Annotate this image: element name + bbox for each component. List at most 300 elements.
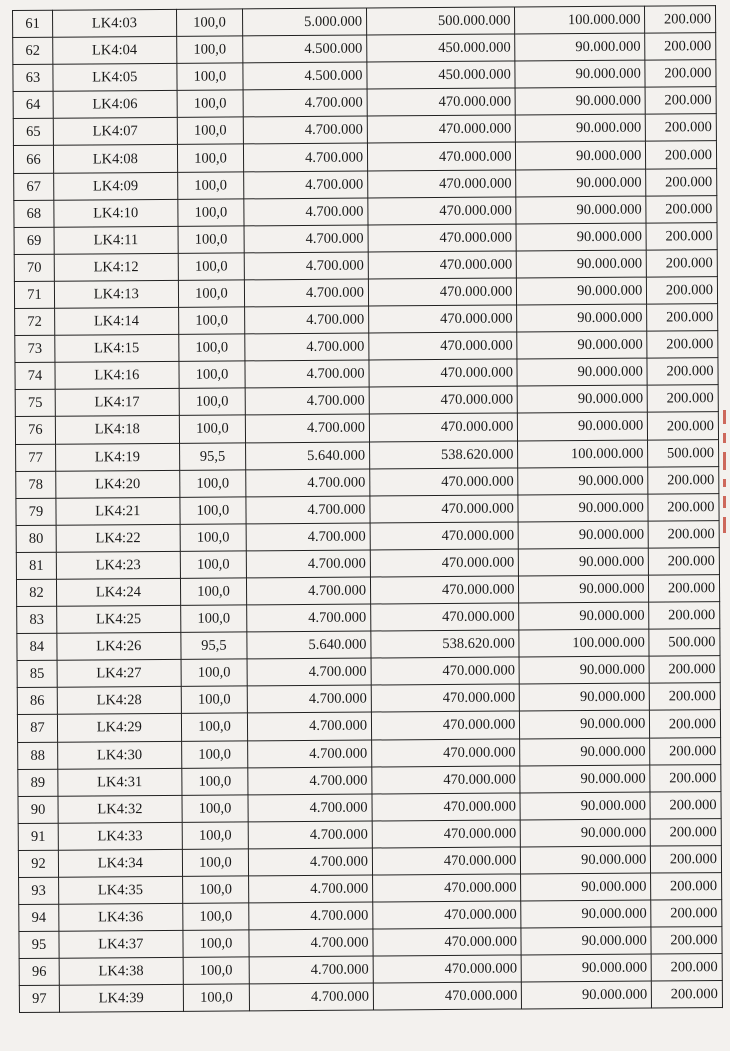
unit-price-cell: 5.640.000 xyxy=(246,442,370,470)
lot-code-cell: LK4:17 xyxy=(55,389,179,417)
deposit-cell: 90.000.000 xyxy=(521,900,651,928)
row-number-cell: 78 xyxy=(16,471,56,498)
total-amount-cell: 500.000.000 xyxy=(367,7,516,35)
unit-price-cell: 4.700.000 xyxy=(248,740,372,768)
ink-mark xyxy=(723,433,726,443)
row-number-cell: 84 xyxy=(17,633,57,660)
deposit-cell: 90.000.000 xyxy=(522,981,652,1009)
fee-cell: 200.000 xyxy=(646,222,717,250)
total-amount-cell: 470.000.000 xyxy=(373,955,522,983)
row-number-cell: 63 xyxy=(13,64,53,91)
fee-cell: 200.000 xyxy=(645,60,716,88)
area-cell: 100,0 xyxy=(183,930,250,958)
table-body xyxy=(13,6,723,1013)
unit-price-cell: 4.700.000 xyxy=(244,225,368,253)
deposit-cell: 100.000.000 xyxy=(515,6,645,34)
table-row xyxy=(16,547,719,579)
unit-price-cell: 4.700.000 xyxy=(248,767,372,795)
table-row xyxy=(16,575,719,607)
area-cell: 100,0 xyxy=(179,361,246,389)
unit-price-cell: 4.700.000 xyxy=(245,387,369,415)
row-number-cell: 86 xyxy=(17,688,57,715)
lot-code-cell: LK4:34 xyxy=(58,849,182,877)
total-amount-cell: 470.000.000 xyxy=(368,278,517,306)
total-amount-cell: 470.000.000 xyxy=(370,522,519,550)
row-number-cell: 67 xyxy=(14,173,54,200)
area-cell: 100,0 xyxy=(181,659,248,687)
row-number-cell: 82 xyxy=(16,579,56,606)
unit-price-cell: 4.700.000 xyxy=(243,89,367,117)
area-cell: 100,0 xyxy=(176,9,243,37)
unit-price-cell: 4.700.000 xyxy=(246,414,370,442)
unit-price-cell: 4.500.000 xyxy=(243,35,367,63)
unit-price-cell: 4.700.000 xyxy=(246,550,370,578)
deposit-cell: 90.000.000 xyxy=(516,142,646,170)
lot-code-cell: LK4:29 xyxy=(57,714,181,742)
table-row xyxy=(15,412,718,444)
unit-price-cell: 4.700.000 xyxy=(249,929,373,957)
lot-code-cell: LK4:06 xyxy=(53,91,177,119)
deposit-cell: 90.000.000 xyxy=(516,196,646,224)
fee-cell: 200.000 xyxy=(647,331,718,359)
total-amount-cell: 470.000.000 xyxy=(371,711,520,739)
area-cell: 100,0 xyxy=(178,253,245,281)
row-number-cell: 90 xyxy=(18,796,58,823)
table-row xyxy=(17,629,720,661)
total-amount-cell: 470.000.000 xyxy=(372,793,521,821)
row-number-cell: 92 xyxy=(18,850,58,877)
lot-code-cell: LK4:05 xyxy=(53,64,177,92)
fee-cell: 200.000 xyxy=(647,277,718,305)
total-amount-cell: 470.000.000 xyxy=(368,224,517,252)
deposit-cell: 100.000.000 xyxy=(518,440,648,468)
row-number-cell: 93 xyxy=(19,877,59,904)
area-cell: 100,0 xyxy=(178,334,245,362)
table-row xyxy=(14,277,717,309)
area-cell: 95,5 xyxy=(179,442,246,470)
lot-code-cell: LK4:10 xyxy=(54,199,178,227)
total-amount-cell: 470.000.000 xyxy=(371,684,520,712)
lot-code-cell: LK4:20 xyxy=(56,470,180,498)
row-number-cell: 80 xyxy=(16,525,56,552)
table-row xyxy=(13,33,716,65)
row-number-cell: 77 xyxy=(16,444,56,471)
lot-price-table xyxy=(12,5,723,1013)
total-amount-cell: 470.000.000 xyxy=(367,115,516,143)
deposit-cell: 90.000.000 xyxy=(518,385,648,413)
deposit-cell: 90.000.000 xyxy=(522,954,652,982)
deposit-cell: 90.000.000 xyxy=(517,277,647,305)
unit-price-cell: 4.700.000 xyxy=(245,333,369,361)
unit-price-cell: 4.500.000 xyxy=(243,62,367,90)
lot-code-cell: LK4:31 xyxy=(58,768,182,796)
deposit-cell: 90.000.000 xyxy=(517,331,647,359)
row-number-cell: 64 xyxy=(13,91,53,118)
lot-code-cell: LK4:30 xyxy=(58,741,182,769)
fee-cell: 200.000 xyxy=(645,6,716,34)
fee-cell: 200.000 xyxy=(646,195,717,223)
row-number-cell: 66 xyxy=(13,146,53,173)
table-row xyxy=(18,818,721,850)
fee-cell: 200.000 xyxy=(645,87,716,115)
deposit-cell: 90.000.000 xyxy=(515,33,645,61)
fee-cell: 200.000 xyxy=(650,737,721,765)
fee-cell: 200.000 xyxy=(649,602,720,630)
deposit-cell: 90.000.000 xyxy=(521,873,651,901)
unit-price-cell: 4.700.000 xyxy=(244,198,368,226)
row-number-cell: 68 xyxy=(14,200,54,227)
deposit-cell: 90.000.000 xyxy=(515,87,645,115)
area-cell: 95,5 xyxy=(181,632,248,660)
table-row xyxy=(16,439,719,471)
deposit-cell: 90.000.000 xyxy=(518,412,648,440)
table-row xyxy=(14,168,717,200)
deposit-cell: 90.000.000 xyxy=(518,494,648,522)
table-row xyxy=(19,981,722,1013)
lot-code-cell: LK4:27 xyxy=(57,660,181,688)
deposit-cell: 90.000.000 xyxy=(516,114,646,142)
unit-price-cell: 4.700.000 xyxy=(247,685,371,713)
lot-code-cell: LK4:14 xyxy=(54,307,178,335)
margin-ink-marks xyxy=(720,410,728,560)
total-amount-cell: 470.000.000 xyxy=(373,928,522,956)
lot-code-cell: LK4:15 xyxy=(55,334,179,362)
fee-cell: 200.000 xyxy=(649,656,720,684)
area-cell: 100,0 xyxy=(180,578,247,606)
total-amount-cell: 470.000.000 xyxy=(368,170,517,198)
table-row xyxy=(17,710,720,742)
table-row xyxy=(15,331,718,363)
lot-code-cell: LK4:11 xyxy=(54,226,178,254)
unit-price-cell: 4.700.000 xyxy=(248,794,372,822)
ink-mark xyxy=(723,410,726,424)
row-number-cell: 91 xyxy=(18,823,58,850)
lot-code-cell: LK4:07 xyxy=(53,118,177,146)
area-cell: 100,0 xyxy=(176,36,243,64)
row-number-cell: 89 xyxy=(18,769,58,796)
fee-cell: 200.000 xyxy=(650,683,721,711)
row-number-cell: 94 xyxy=(19,904,59,931)
deposit-cell: 90.000.000 xyxy=(520,683,650,711)
area-cell: 100,0 xyxy=(180,605,247,633)
total-amount-cell: 470.000.000 xyxy=(372,739,521,767)
lot-code-cell: LK4:35 xyxy=(58,876,182,904)
row-number-cell: 79 xyxy=(16,498,56,525)
total-amount-cell: 470.000.000 xyxy=(369,305,518,333)
fee-cell: 200.000 xyxy=(648,493,719,521)
total-amount-cell: 470.000.000 xyxy=(370,495,519,523)
unit-price-cell: 4.700.000 xyxy=(246,496,370,524)
table-row xyxy=(18,764,721,796)
area-cell: 100,0 xyxy=(178,307,245,335)
unit-price-cell: 5.000.000 xyxy=(243,8,367,36)
area-cell: 100,0 xyxy=(182,767,249,795)
fee-cell: 200.000 xyxy=(650,791,721,819)
total-amount-cell: 470.000.000 xyxy=(372,820,521,848)
unit-price-cell: 4.700.000 xyxy=(245,360,369,388)
lot-code-cell: LK4:23 xyxy=(56,551,180,579)
total-amount-cell: 470.000.000 xyxy=(372,766,521,794)
deposit-cell: 90.000.000 xyxy=(520,765,650,793)
lot-code-cell: LK4:32 xyxy=(58,795,182,823)
fee-cell: 200.000 xyxy=(647,385,718,413)
table-row xyxy=(15,304,718,336)
total-amount-cell: 470.000.000 xyxy=(369,359,518,387)
area-cell: 100,0 xyxy=(182,849,249,877)
lot-code-cell: LK4:08 xyxy=(53,145,177,173)
lot-code-cell: LK4:22 xyxy=(56,524,180,552)
lot-code-cell: LK4:37 xyxy=(59,931,183,959)
area-cell: 100,0 xyxy=(178,280,245,308)
deposit-cell: 90.000.000 xyxy=(519,602,649,630)
fee-cell: 200.000 xyxy=(646,114,717,142)
ink-mark xyxy=(723,517,726,533)
fee-cell: 200.000 xyxy=(648,466,719,494)
deposit-cell: 90.000.000 xyxy=(520,792,650,820)
lot-code-cell: LK4:24 xyxy=(56,578,180,606)
area-cell: 100,0 xyxy=(182,876,249,904)
area-cell: 100,0 xyxy=(180,551,247,579)
total-amount-cell: 470.000.000 xyxy=(367,88,516,116)
table-row xyxy=(13,6,716,38)
table-row xyxy=(13,141,716,173)
lot-code-cell: LK4:36 xyxy=(59,903,183,931)
lot-code-cell: LK4:21 xyxy=(56,497,180,525)
row-number-cell: 76 xyxy=(15,417,55,444)
fee-cell: 200.000 xyxy=(647,249,718,277)
area-cell: 100,0 xyxy=(177,63,244,91)
area-cell: 100,0 xyxy=(180,497,247,525)
ink-mark xyxy=(723,452,726,470)
table-row xyxy=(17,656,720,688)
area-cell: 100,0 xyxy=(177,171,244,199)
area-cell: 100,0 xyxy=(183,984,250,1012)
total-amount-cell: 470.000.000 xyxy=(371,603,520,631)
area-cell: 100,0 xyxy=(181,740,248,768)
unit-price-cell: 4.700.000 xyxy=(244,252,368,280)
row-number-cell: 72 xyxy=(15,308,55,335)
unit-price-cell: 4.700.000 xyxy=(248,821,372,849)
row-number-cell: 70 xyxy=(14,254,54,281)
fee-cell: 200.000 xyxy=(647,304,718,332)
fee-cell: 200.000 xyxy=(652,981,723,1009)
deposit-cell: 90.000.000 xyxy=(520,711,650,739)
unit-price-cell: 4.700.000 xyxy=(244,171,368,199)
fee-cell: 500.000 xyxy=(648,439,719,467)
fee-cell: 200.000 xyxy=(648,520,719,548)
unit-price-cell: 4.700.000 xyxy=(248,712,372,740)
unit-price-cell: 4.700.000 xyxy=(245,306,369,334)
unit-price-cell: 4.700.000 xyxy=(250,983,374,1011)
total-amount-cell: 470.000.000 xyxy=(369,332,518,360)
area-cell: 100,0 xyxy=(180,524,247,552)
ink-mark xyxy=(723,479,726,487)
fee-cell: 200.000 xyxy=(645,33,716,61)
fee-cell: 200.000 xyxy=(650,710,721,738)
lot-code-cell: LK4:25 xyxy=(57,605,181,633)
area-cell: 100,0 xyxy=(177,117,244,145)
row-number-cell: 74 xyxy=(15,362,55,389)
fee-cell: 200.000 xyxy=(646,141,717,169)
area-cell: 100,0 xyxy=(178,199,245,227)
deposit-cell: 90.000.000 xyxy=(518,521,648,549)
lot-code-cell: LK4:38 xyxy=(59,958,183,986)
row-number-cell: 96 xyxy=(19,958,59,985)
unit-price-cell: 4.700.000 xyxy=(247,604,371,632)
lot-code-cell: LK4:39 xyxy=(59,985,183,1013)
deposit-cell: 90.000.000 xyxy=(516,223,646,251)
total-amount-cell: 450.000.000 xyxy=(367,34,516,62)
row-number-cell: 81 xyxy=(16,552,56,579)
row-number-cell: 87 xyxy=(17,715,57,742)
deposit-cell: 90.000.000 xyxy=(516,169,646,197)
lot-code-cell: LK4:26 xyxy=(57,632,181,660)
fee-cell: 200.000 xyxy=(649,575,720,603)
total-amount-cell: 470.000.000 xyxy=(370,468,519,496)
area-cell: 100,0 xyxy=(179,388,246,416)
total-amount-cell: 470.000.000 xyxy=(372,847,521,875)
table-row xyxy=(13,87,716,119)
row-number-cell: 61 xyxy=(13,10,53,37)
unit-price-cell: 4.700.000 xyxy=(249,875,373,903)
fee-cell: 200.000 xyxy=(651,900,722,928)
deposit-cell: 90.000.000 xyxy=(519,656,649,684)
unit-price-cell: 4.700.000 xyxy=(247,658,371,686)
deposit-cell: 90.000.000 xyxy=(520,738,650,766)
lot-code-cell: LK4:19 xyxy=(55,443,179,471)
deposit-cell: 90.000.000 xyxy=(519,548,649,576)
table-row xyxy=(19,954,722,986)
area-cell: 100,0 xyxy=(178,226,245,254)
row-number-cell: 75 xyxy=(15,390,55,417)
deposit-cell: 90.000.000 xyxy=(515,60,645,88)
row-number-cell: 69 xyxy=(14,227,54,254)
lot-code-cell: LK4:33 xyxy=(58,822,182,850)
row-number-cell: 85 xyxy=(17,660,57,687)
unit-price-cell: 4.700.000 xyxy=(249,902,373,930)
table-row xyxy=(13,60,716,92)
fee-cell: 200.000 xyxy=(649,547,720,575)
total-amount-cell: 470.000.000 xyxy=(369,413,518,441)
total-amount-cell: 470.000.000 xyxy=(370,549,519,577)
table-row xyxy=(18,791,721,823)
total-amount-cell: 470.000.000 xyxy=(373,874,522,902)
table-row xyxy=(18,845,721,877)
table-row xyxy=(15,385,718,417)
fee-cell: 200.000 xyxy=(651,845,722,873)
area-cell: 100,0 xyxy=(183,957,250,985)
row-number-cell: 88 xyxy=(18,742,58,769)
row-number-cell: 95 xyxy=(19,931,59,958)
area-cell: 100,0 xyxy=(182,822,249,850)
total-amount-cell: 470.000.000 xyxy=(373,982,522,1010)
lot-code-cell: LK4:28 xyxy=(57,687,181,715)
area-cell: 100,0 xyxy=(179,469,246,497)
table-row xyxy=(17,683,720,715)
deposit-cell: 90.000.000 xyxy=(517,304,647,332)
table-row xyxy=(16,520,719,552)
unit-price-cell: 4.700.000 xyxy=(246,523,370,551)
row-number-cell: 65 xyxy=(13,119,53,146)
unit-price-cell: 4.700.000 xyxy=(244,143,368,171)
deposit-cell: 100.000.000 xyxy=(519,629,649,657)
table-row xyxy=(19,900,722,932)
total-amount-cell: 538.620.000 xyxy=(371,630,520,658)
total-amount-cell: 470.000.000 xyxy=(368,251,517,279)
unit-price-cell: 4.700.000 xyxy=(245,279,369,307)
deposit-cell: 90.000.000 xyxy=(519,575,649,603)
table-row xyxy=(14,249,717,281)
unit-price-cell: 5.640.000 xyxy=(247,631,371,659)
table-row xyxy=(14,195,717,227)
fee-cell: 200.000 xyxy=(648,412,719,440)
total-amount-cell: 470.000.000 xyxy=(367,142,516,170)
ledger-sheet xyxy=(12,5,723,1013)
unit-price-cell: 4.700.000 xyxy=(249,848,373,876)
area-cell: 100,0 xyxy=(182,903,249,931)
row-number-cell: 71 xyxy=(14,281,54,308)
lot-code-cell: LK4:04 xyxy=(53,36,177,64)
deposit-cell: 90.000.000 xyxy=(521,819,651,847)
table-row xyxy=(16,493,719,525)
unit-price-cell: 4.700.000 xyxy=(246,469,370,497)
lot-code-cell: LK4:09 xyxy=(54,172,178,200)
table-row xyxy=(19,927,722,959)
unit-price-cell: 4.700.000 xyxy=(247,577,371,605)
total-amount-cell: 538.620.000 xyxy=(370,440,519,468)
row-number-cell: 62 xyxy=(13,37,53,64)
table-row xyxy=(18,737,721,769)
fee-cell: 200.000 xyxy=(651,927,722,955)
total-amount-cell: 470.000.000 xyxy=(371,657,520,685)
row-number-cell: 97 xyxy=(19,986,59,1013)
table-row xyxy=(19,873,722,905)
deposit-cell: 90.000.000 xyxy=(521,927,651,955)
row-number-cell: 83 xyxy=(17,606,57,633)
table-row xyxy=(17,602,720,634)
lot-code-cell: LK4:13 xyxy=(54,280,178,308)
fee-cell: 200.000 xyxy=(646,168,717,196)
unit-price-cell: 4.700.000 xyxy=(243,116,367,144)
total-amount-cell: 470.000.000 xyxy=(373,901,522,929)
deposit-cell: 90.000.000 xyxy=(521,846,651,874)
area-cell: 100,0 xyxy=(181,713,248,741)
fee-cell: 200.000 xyxy=(647,358,718,386)
lot-code-cell: LK4:12 xyxy=(54,253,178,281)
fee-cell: 200.000 xyxy=(650,764,721,792)
table-row xyxy=(14,222,717,254)
table-row xyxy=(15,358,718,390)
fee-cell: 200.000 xyxy=(651,873,722,901)
fee-cell: 200.000 xyxy=(651,954,722,982)
area-cell: 100,0 xyxy=(181,686,248,714)
deposit-cell: 90.000.000 xyxy=(517,250,647,278)
area-cell: 100,0 xyxy=(179,415,246,443)
unit-price-cell: 4.700.000 xyxy=(249,956,373,984)
total-amount-cell: 470.000.000 xyxy=(368,197,517,225)
total-amount-cell: 470.000.000 xyxy=(370,576,519,604)
row-number-cell: 73 xyxy=(15,335,55,362)
area-cell: 100,0 xyxy=(177,90,244,118)
ink-mark xyxy=(723,496,726,508)
table-row xyxy=(13,114,716,146)
deposit-cell: 90.000.000 xyxy=(517,358,647,386)
area-cell: 100,0 xyxy=(177,144,244,172)
deposit-cell: 90.000.000 xyxy=(518,467,648,495)
fee-cell: 500.000 xyxy=(649,629,720,657)
total-amount-cell: 470.000.000 xyxy=(369,386,518,414)
lot-code-cell: LK4:18 xyxy=(55,416,179,444)
